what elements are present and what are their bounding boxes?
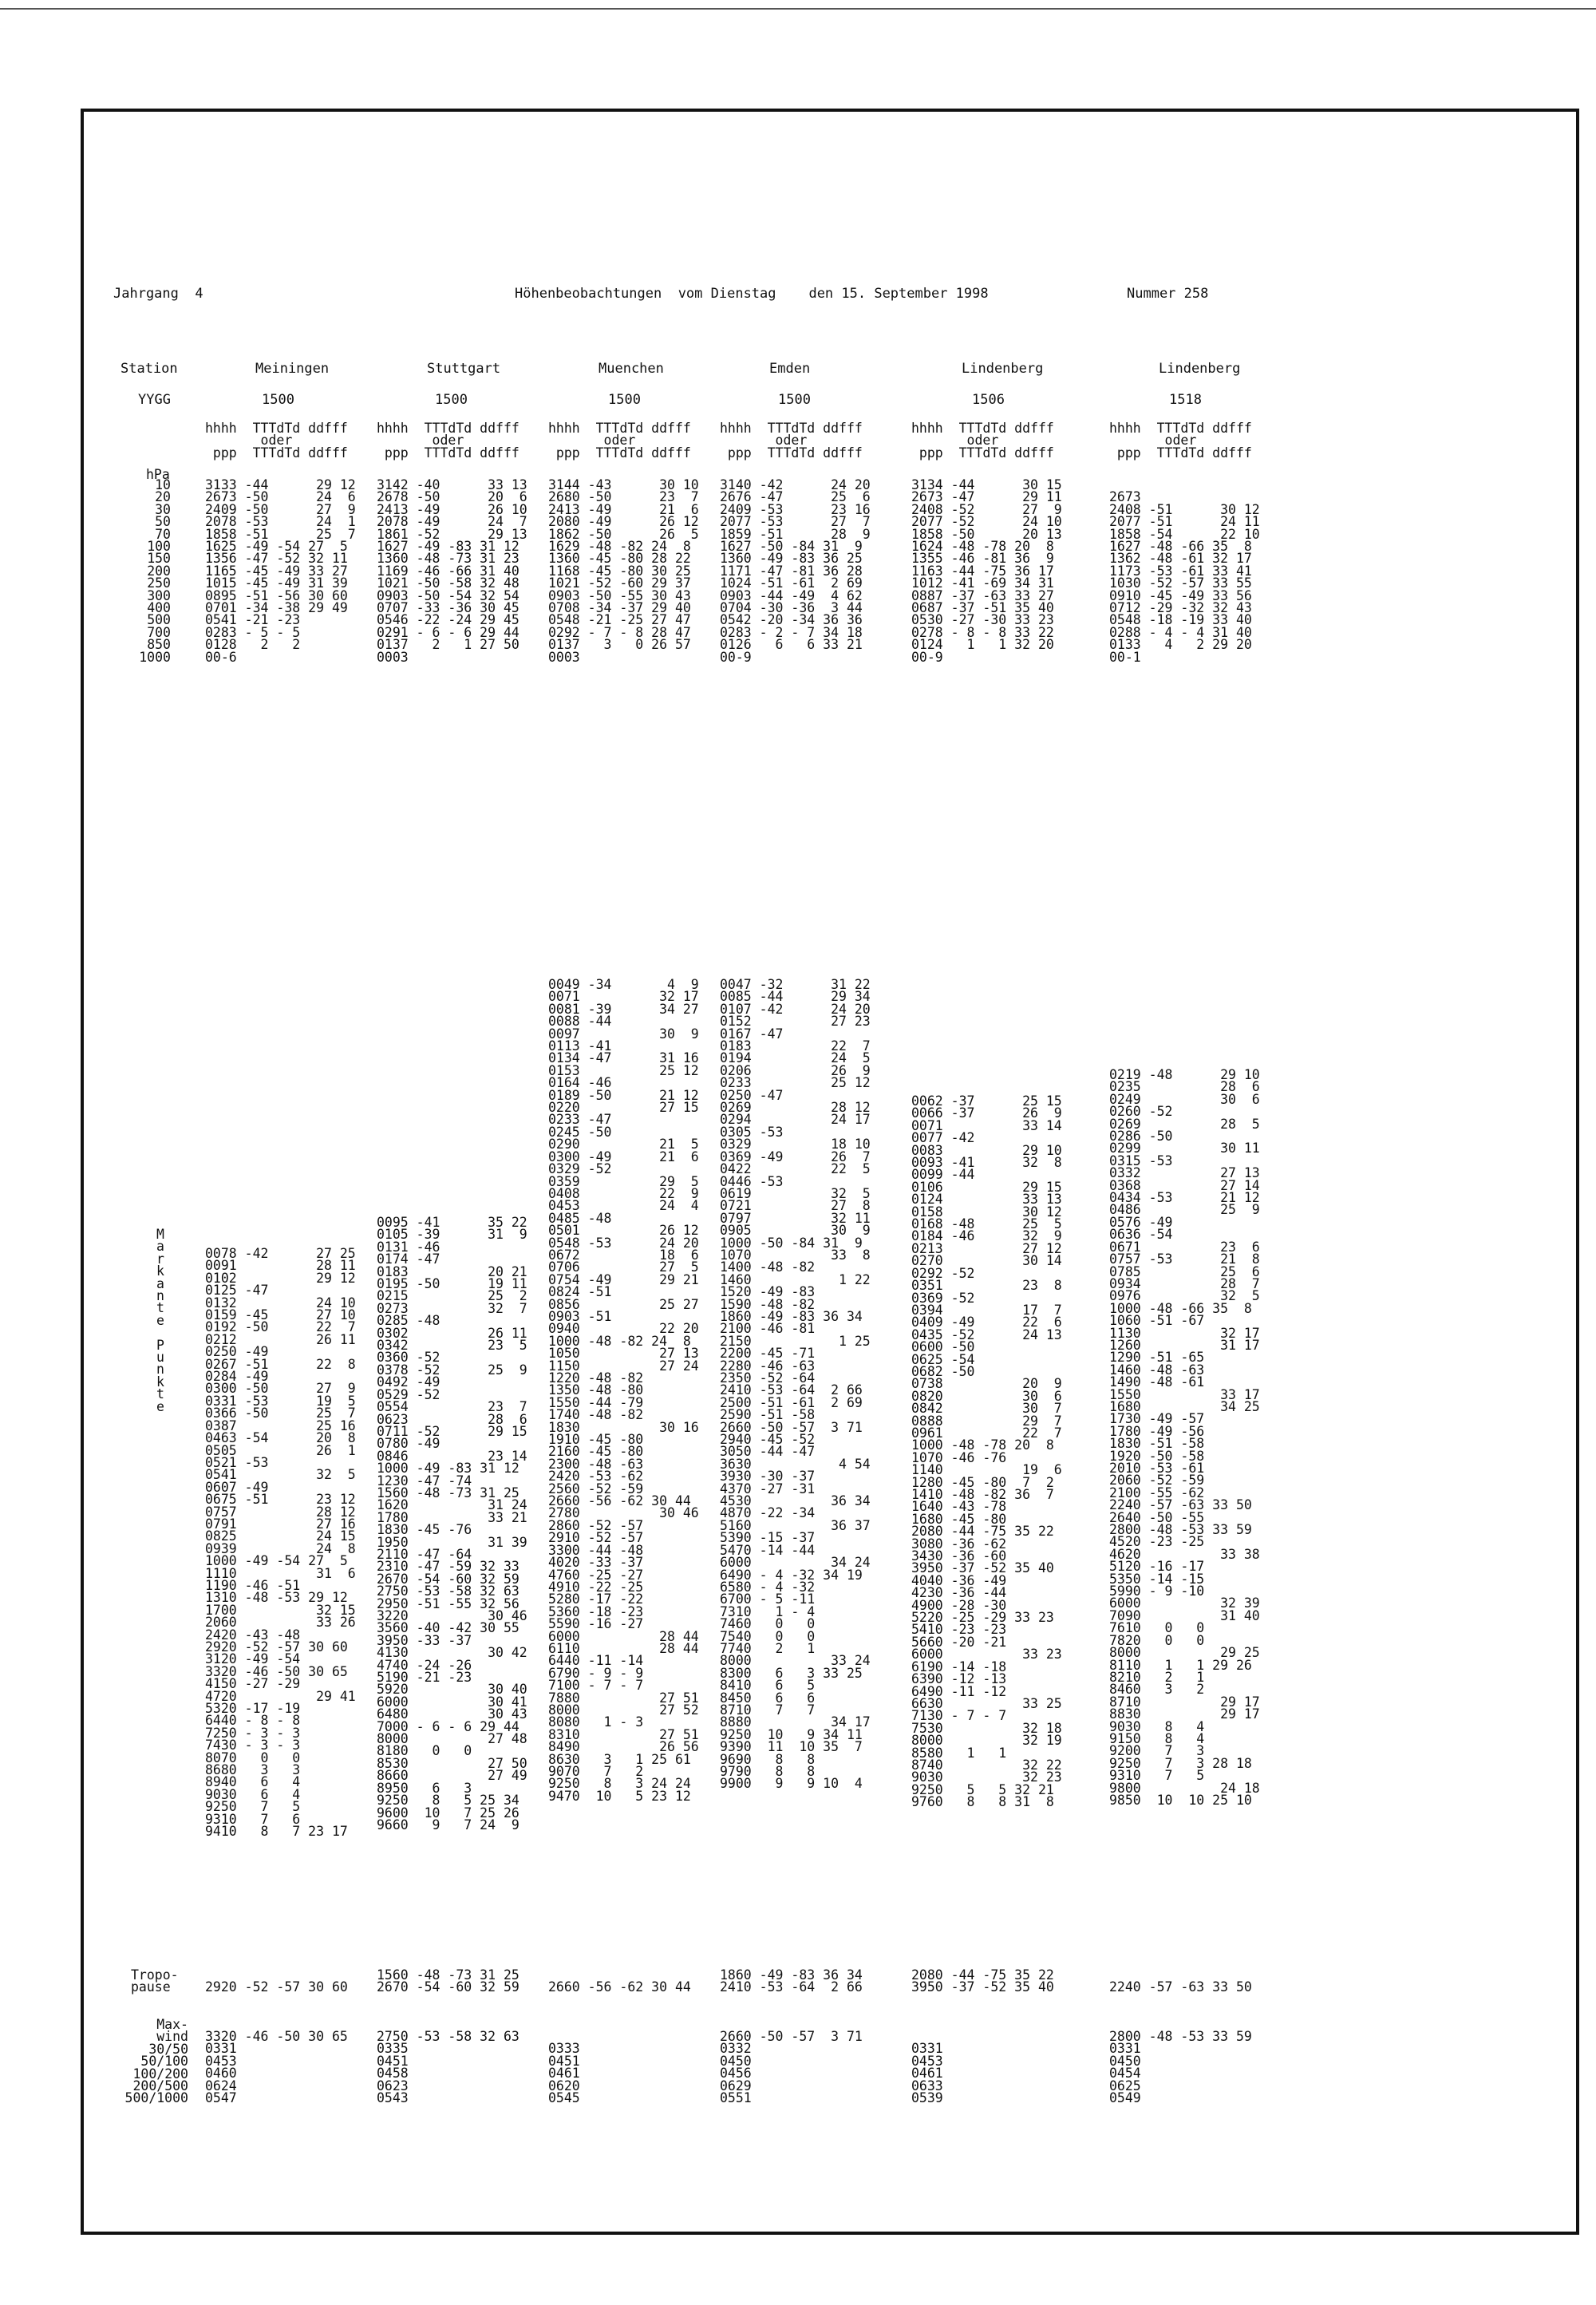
tropopause-values: 1560 -48 -73 31 25 2670 -54 -60 32 59 bbox=[377, 1967, 519, 1995]
tropopause-label: Tropo- pause bbox=[131, 1967, 179, 1995]
station-time: 1500 bbox=[778, 392, 811, 408]
page-title: Höhenbeobachtungen vom Dienstag den 15. September 1998 bbox=[515, 286, 989, 302]
tropopause-values: 2920 -52 -57 30 60 bbox=[205, 1979, 348, 1995]
significant-points: 0062 -37 25 15 0066 -37 26 9 0071 33 14 0077 -42 0083 29 10 0093 -41 32 8 0099 -44 0106 29 15 0124 33 13 0158 30 12 0168 -48 25 5 0184 -46 32 9 0213 27 12 0270 30 14 0292 -52 0351 23 8 0369 -52 0394 17 7 0409 -49 22 6 0435 -52 24 13 0600 -50 0625 -54 0682 -50 0738 20 9 0820 30 6 0842 30 7 0888 29 7 0961 22 7 1000 -48 -78 20 8 1070 -46 -76 1140 19 6 1280 -45 -80 7 2 1410 -48 -82 36 7 1640 -43 -78 1680 -45 -80 2080 -44 -75 35 22 3080 -36 -62 3430 -36 -60 3950 -37 -52 35 40 4040 -36 -49 4230 -36 -44 4900 -28 -30 5220 -25 -29 33 23 5410 -23 -23 5660 -20 -21 6000 33 23 6190 -14 -18 6390 -12 -13 6490 -11 -12 6630 33 25 7130 - 7 - 7 7530 32 18 8000 32 19 8580 1 1 8740 32 22 9030 32 23 9250 5 5 32 21 9760 8 8 31 8 bbox=[911, 1093, 1062, 1810]
column-header: hhhh TTTdTd ddfff oder ppp TTTdTd ddfff bbox=[548, 421, 691, 461]
station-name: Muenchen bbox=[598, 361, 664, 377]
station-label: Station bbox=[120, 361, 178, 377]
standard-levels: 3142 -40 33 13 2678 -50 20 6 2413 -49 26 10 2078 -49 24 7 1861 -52 29 13 1627 -49 -83 31 12 1360 -48 -73 31 23 1169 -46 -66 31 40 1021 -50 -58 32 48 0903 -50 -54 32 54 0707 -33 -36 30 45 0546 -22 -24 29 45 0291 - 6 - 6 29 44 0137 2 1 27 50 0003 bbox=[377, 477, 527, 665]
hpa-label: hPa bbox=[146, 467, 170, 482]
significant-points: 0095 -41 35 22 0105 -39 31 9 0131 -46 0174 -47 0183 20 21 0195 -50 19 11 0215 25 2 0273 32 7 0285 -48 0302 26 11 0342 23 5 0360 -52 0378 -52 25 9 0492 -49 0529 -52 0554 23 7 0623 28 6 0711 -52 29 15 0780 -49 0846 23 14 1000 -49 -83 31 12 1230 -47 -74 1560 -48 -73 31 25 1620 31 24 1780 33 21 1830 -45 -76 1950 31 39 2110 -47 -64 2310 -47 -59 32 33 2670 -54 -60 32 59 2750 -53 -58 32 63 2950 -51 -55 32 56 3220 30 46 3560 -40 -42 30 55 3950 -33 -37 4130 30 42 4740 -24 -26 5190 -21 -23 5920 30 40 6000 30 41 6480 30 43 7000 - 6 - 6 29 44 8000 27 48 8180 0 0 8530 27 50 8660 27 49 8950 6 3 9250 8 5 25 34 9600 10 7 25 26 9660 9 7 24 9 bbox=[377, 1215, 527, 1833]
significant-points: 0047 -32 31 22 0085 -44 29 34 0107 -42 24 20 0152 27 23 0167 -47 0183 22 7 0194 24 5 0206 26 9 0233 25 12 0250 -47 0269 28 12 0294 24 17 0305 -53 0329 18 10 0369 -49 26 7 0422 22 5 0446 -53 0619 32 5 0721 27 8 0797 32 11 0905 30 9 1000 -50 -84 31 9 1070 33 8 1400 -48 -82 1460 1 22 1520 -49 -83 1590 -48 -82 1860 -49 -83 36 34 2100 -46 -81 2150 1 25 2200 -45 -71 2280 -46 -63 2350 -52 -64 2410 -53 -64 2 66 2500 -51 -61 2 69 2590 -51 -58 2660 -50 -57 3 71 2940 -45 -52 3050 -44 -47 3630 4 54 3930 -30 -37 4370 -27 -31 4530 36 34 4870 -22 -34 5160 36 37 5390 -15 -37 5470 -14 -44 6000 34 24 6490 - 4 -32 34 19 6580 - 4 -32 6700 - 5 -11 7310 1 - 4 7460 0 0 7540 0 0 7740 2 1 8000 33 24 8300 6 3 33 25 8410 6 5 8450 6 6 8710 7 7 8880 34 17 9250 10 9 34 11 9390 11 10 35 7 9690 8 8 9790 8 8 9900 9 9 10 4 bbox=[720, 977, 871, 1792]
station-name: Emden bbox=[769, 361, 811, 377]
maxwind-values: 3320 -46 -50 30 65 0331 0453 0460 0624 0547 bbox=[205, 2029, 348, 2106]
standard-levels: 3133 -44 29 12 2673 -50 24 6 2409 -50 27 9 2078 -53 24 1 1858 -51 25 7 1625 -49 -54 27 5 1356 -47 -52 32 11 1165 -45 -49 33 27 1015 -45 -49 31 39 0895 -51 -56 30 60 0701 -34 -38 29 49 0541 -21 -23 0283 - 5 - 5 0128 2 2 00-6 bbox=[205, 477, 356, 665]
standard-levels: 2673 2408 -51 30 12 2077 -51 24 11 1858 -54 22 10 1627 -48 -66 35 8 1362 -48 -61 32 17 1173 -53 -61 33 41 1030 -52 -57 33 55 0910 -45 -49 33 56 0712 -29 -32 32 43 0548 -18 -19 33 40 0288 - 4 - 4 31 40 0133 4 2 29 20 00-1 bbox=[1109, 489, 1260, 665]
column-header: hhhh TTTdTd ddfff oder ppp TTTdTd ddfff bbox=[911, 421, 1054, 461]
volume-label: Jahrgang 4 bbox=[113, 286, 203, 302]
top-rule bbox=[0, 8, 1596, 10]
maxwind-values: 0333 0451 0461 0620 0545 bbox=[548, 2041, 580, 2106]
station-time: 1506 bbox=[972, 392, 1005, 408]
station-time: 1500 bbox=[262, 392, 294, 408]
significant-points: 0049 -34 4 9 0071 32 17 0081 -39 34 27 0088 -44 0097 30 9 0113 -41 0134 -47 31 16 0153 25 12 0164 -46 0189 -50 21 12 0220 27 15 0233 -47 0245 -50 0290 21 5 0300 -49 21 6 0329 -52 0359 29 5 0408 22 9 0453 24 4 0485 -48 0501 26 12 0548 -53 24 20 0672 18 6 0706 27 5 0754 -49 29 21 0824 -51 0856 25 27 0903 -51 0940 22 20 1000 -48 -82 24 8 1050 27 13 1150 27 24 1220 -48 -82 1350 -48 -80 1550 -44 -79 1740 -48 -82 1830 30 16 1910 -45 -80 2160 -45 -80 2300 -48 -63 2420 -53 -62 2560 -52 -59 2660 -56 -62 30 44 2780 30 46 2860 -52 -57 2910 -52 -57 3300 -44 -48 4020 -33 -37 4760 -25 -27 4910 -22 -25 5280 -17 -22 5360 -18 -23 5590 -16 -27 6000 28 44 6110 28 44 6440 -11 -14 6790 - 9 - 9 7100 - 7 - 7 7880 27 51 8000 27 52 8080 1 - 3 8310 27 51 8490 26 56 8630 3 1 25 61 9070 7 2 9250 8 3 24 24 9470 10 5 23 12 bbox=[548, 977, 699, 1804]
station-time: 1500 bbox=[435, 392, 468, 408]
maxwind-values: 2750 -53 -58 32 63 0335 0451 0458 0623 0543 bbox=[377, 2029, 519, 2106]
station-time: 1500 bbox=[608, 392, 641, 408]
maxwind-values: 0331 0453 0461 0633 0539 bbox=[911, 2041, 943, 2106]
column-header: hhhh TTTdTd ddfff oder ppp TTTdTd ddfff bbox=[1109, 421, 1252, 461]
station-name: Meiningen bbox=[255, 361, 330, 377]
column-header: hhhh TTTdTd ddfff oder ppp TTTdTd ddfff bbox=[377, 421, 519, 461]
station-time: 1518 bbox=[1169, 392, 1202, 408]
markante-punkte-label: M a r k a n t e P u n k t e bbox=[156, 1227, 164, 1414]
column-header: hhhh TTTdTd ddfff oder ppp TTTdTd ddfff bbox=[205, 421, 348, 461]
issue-number: Nummer 258 bbox=[1127, 286, 1209, 302]
significant-points: 0078 -42 27 25 0091 28 11 0102 29 12 0125 -47 0132 24 10 0159 -45 27 10 0192 -50 22 7 0212 26 11 0250 -49 0267 -51 22 8 0284 -49 0300 -50 27 9 0331 -53 19 5 0366 -50 25 7 0387 25 16 0463 -54 20 8 0505 26 1 0521 -53 0541 32 5 0607 -49 0675 -51 23 12 0757 28 12 0791 27 16 0825 24 15 0939 24 8 1000 -49 -54 27 5 1110 31 6 1190 -46 -51 1310 -48 -53 29 12 1700 32 15 2060 33 26 2420 -43 -48 2920 -52 -57 30 60 3120 -49 -54 3320 -46 -50 30 65 4150 -27 -29 4720 29 41 5320 -17 -19 6440 - 8 - 8 7250 - 3 - 3 7430 - 3 - 3 8070 0 0 8680 3 3 8940 6 4 9030 6 4 9250 7 5 9310 7 6 9410 8 7 23 17 bbox=[205, 1246, 356, 1840]
pressure-levels: 10 20 30 50 70 100 150 200 250 300 400 500 700 850 1000 bbox=[139, 477, 171, 665]
significant-points: 0219 -48 29 10 0235 28 6 0249 30 6 0260 -52 0269 28 5 0286 -50 0299 30 11 0315 -53 0332 27 13 0368 27 14 0434 -53 21 12 0486 25 9 0576 -49 0636 -54 0671 23 6 0757 -53 21 8 0785 25 6 0934 28 7 0976 32 5 1000 -48 -66 35 8 1060 -51 -67 1130 32 17 1260 31 17 1290 -51 -65 1460 -48 -63 1490 -48 -61 1550 33 17 1680 34 25 1730 -49 -57 1780 -49 -56 1830 -51 -58 1920 -50 -58 2010 -53 -61 2060 -52 -59 2100 -55 -62 2240 -57 -63 33 50 2640 -50 -55 2800 -48 -53 33 59 4520 -23 -25 4620 33 38 5120 -16 -17 5350 -14 -15 5990 - 9 -10 6000 32 39 7090 31 40 7610 0 0 7820 0 0 8000 29 25 8110 1 1 29 26 8210 2 1 8460 3 2 8710 29 17 8830 29 17 9030 8 4 9150 8 4 9200 7 3 9250 7 3 28 18 9310 7 5 9800 24 18 9850 10 10 25 10 bbox=[1109, 1067, 1260, 1808]
station-name: Lindenberg bbox=[962, 361, 1044, 377]
yygg-label: YYGG bbox=[138, 392, 171, 408]
column-header: hhhh TTTdTd ddfff oder ppp TTTdTd ddfff bbox=[720, 421, 863, 461]
standard-levels: 3140 -42 24 20 2676 -47 25 6 2409 -53 23 16 2077 -53 27 7 1859 -51 28 9 1627 -50 -84 31 9 1360 -49 -83 36 25 1171 -47 -81 36 28 1024 -51 -61 2 69 0903 -44 -49 4 62 0704 -30 -36 3 44 0542 -20 -34 36 36 0283 - 2 - 7 34 18 0126 6 6 33 21 00-9 bbox=[720, 477, 871, 665]
maxwind-values: 2800 -48 -53 33 59 0331 0450 0454 0625 0549 bbox=[1109, 2029, 1252, 2106]
tropopause-values: 2660 -56 -62 30 44 bbox=[548, 1979, 691, 1995]
standard-levels: 3134 -44 30 15 2673 -47 29 11 2408 -52 27 9 2077 -52 24 10 1858 -50 20 13 1624 -48 -78 20 8 1355 -46 -81 36 9 1163 -44 -75 36 17 1012 -41 -69 34 31 0887 -37 -63 33 27 0687 -37 -51 35 40 0530 -27 -30 33 23 0278 - 8 - 8 33 22 0124 1 1 32 20 00-9 bbox=[911, 477, 1062, 665]
station-name: Stuttgart bbox=[427, 361, 501, 377]
tropopause-values: 2240 -57 -63 33 50 bbox=[1109, 1979, 1252, 1995]
maxwind-label: Max- wind 30/50 50/100 100/200 200/500 500/1000 bbox=[124, 2017, 188, 2106]
standard-levels: 3144 -43 30 10 2680 -50 23 7 2413 -49 21 6 2080 -49 26 12 1862 -50 26 5 1629 -48 -82 24 8 1360 -45 -80 28 22 1168 -45 -80 30 25 1021 -52 -60 29 37 0903 -50 -55 30 43 0708 -34 -37 29 40 0548 -21 -25 27 47 0292 - 7 - 8 28 47 0137 3 0 26 57 0003 bbox=[548, 477, 699, 665]
station-name: Lindenberg bbox=[1159, 361, 1241, 377]
tropopause-values: 2080 -44 -75 35 22 3950 -37 -52 35 40 bbox=[911, 1967, 1054, 1995]
tropopause-values: 1860 -49 -83 36 34 2410 -53 -64 2 66 bbox=[720, 1967, 863, 1995]
maxwind-values: 2660 -50 -57 3 71 0332 0450 0456 0629 0551 bbox=[720, 2029, 863, 2106]
